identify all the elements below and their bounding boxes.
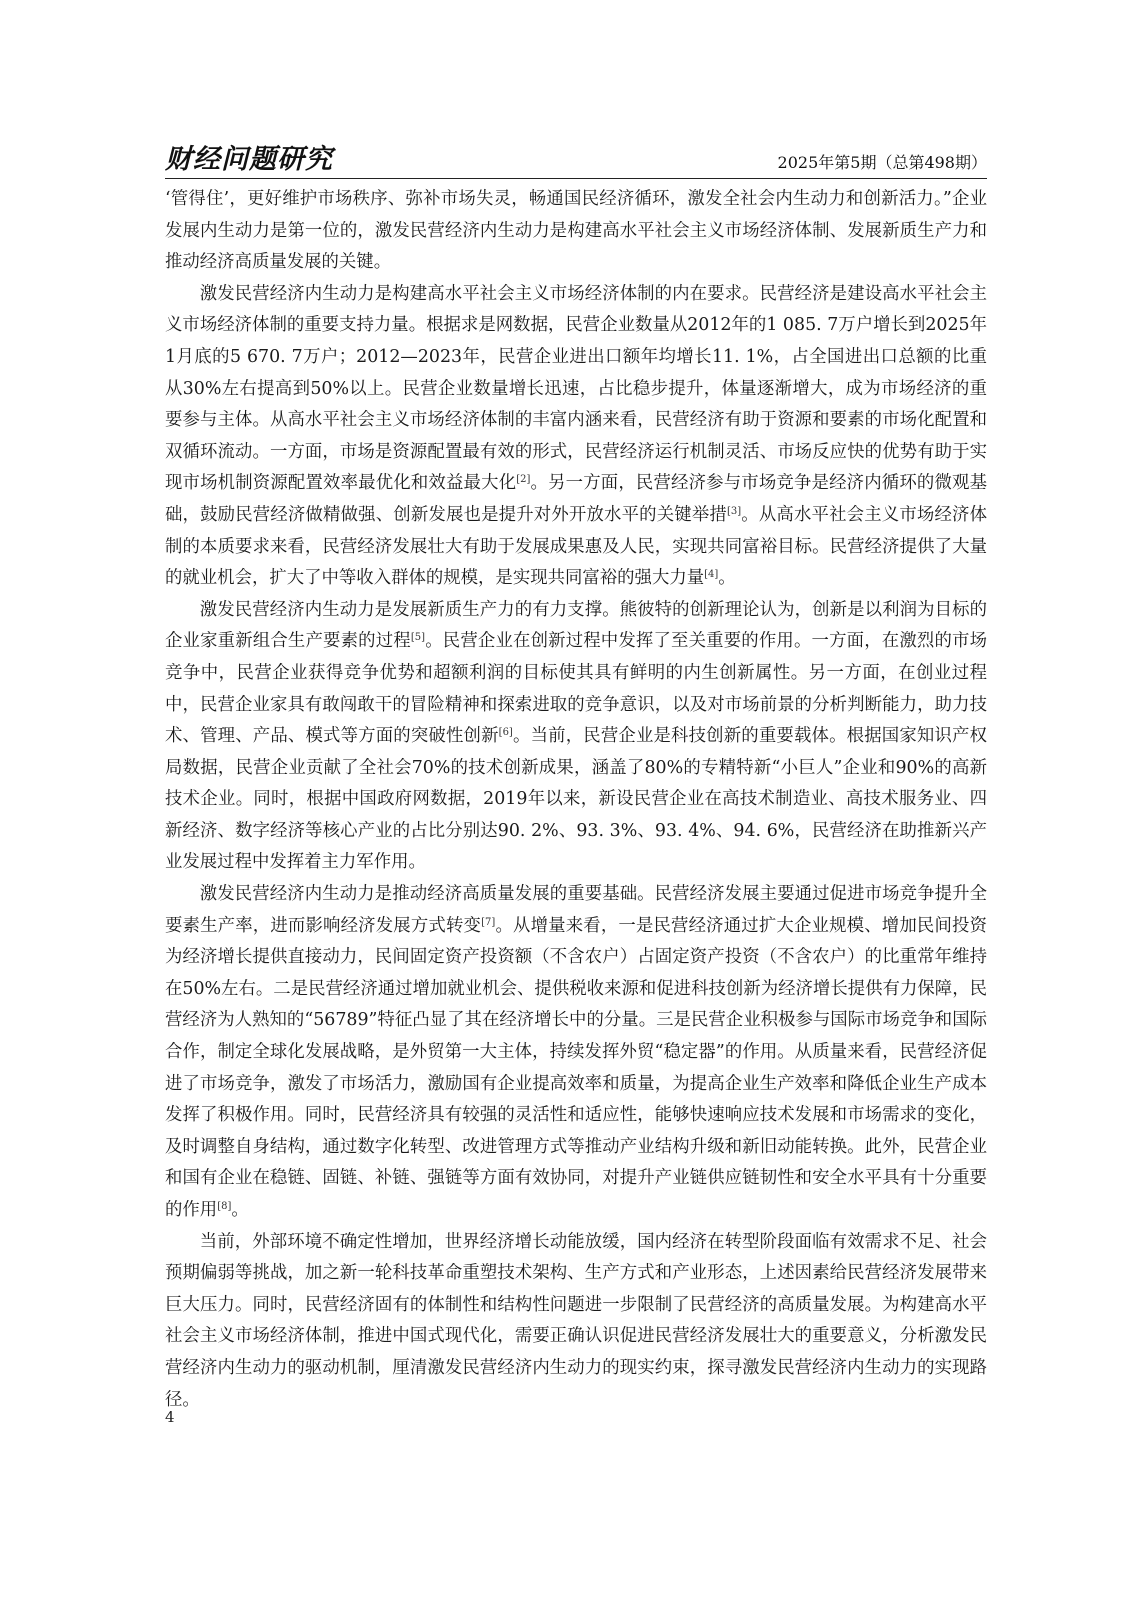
paragraph-text: 。民营企业在创新过程中发挥了至关重要的作用。一方面，在激烈的市场竞争中，民营企业获得竞争优势和超额利润的目标使其具有鲜明的内生创新属性。另一方面，在创业过程中，民营企业家具有敢闯敢干的冒险精神和探索进取的竞争意识，以及对市场前景的分析判断能力，助力技术、管理、产品、模式等方面的突破性创新 [165,631,987,747]
citation-ref: [4] [704,569,719,581]
paragraph-text: 激发民营经济内生动力是发展新质生产力的有力支撑。熊彼特的创新理论认为，创新是以利润为目标的企业家重新组合生产要素的过程 [165,599,987,652]
paragraph-text: 。从高水平社会主义市场经济体制的本质要求来看，民营经济发展壮大有助于发展成果惠及人民，实现共同富裕目标。民营经济提供了大量的就业机会，扩大了中等收入群体的规模，是实现共同富裕的强大力量 [165,504,987,589]
paragraph-text: 。另一方面，民营经济参与市场竞争是经济内循环的微观基础，鼓励民营经济做精做强、创新发展也是提升对外开放水平的关键举措 [165,473,987,525]
journal-logo: 财经问题研究 [165,144,333,175]
paragraph [165,1227,987,1417]
issue-info: 2025年第5期（总第498期） [777,153,987,172]
paragraph-text: ‘管得住’，更好维护市场秩序、弥补市场失灵，畅通国民经济循环，激发全社会内生动力和创新活力。”企业发展内生动力是第一位的，激发民营经济内生动力是构建高水平社会主义市场经济体制、发展新质生产力和推动经济高质量发展的关键。 [165,189,987,273]
citation-ref: [5] [410,632,426,644]
paragraph-text: 。 [718,568,736,589]
paragraph-text: 当前，外部环境不确定性增加，世界经济增长动能放缓，国内经济在转型阶段面临有效需求不足、社会预期偏弱等挑战，加之新一轮科技革命重塑技术架构、生产方式和产业形态，上述因素给民营经济发展带来巨大压力。同时，民营经济固有的体制性和结构性问题进一步限制了民营经济的高质量发展。为构建高水平社会主义市场经济体制，推进中国式现代化，需要正确认识促进民营经济发展壮大的重要意义，分析激发民营经济内生动力的驱动机制，厘清激发民营经济内生动力的现实约束，探寻激发民营经济内生动力的实现路径。 [165,1231,987,1410]
citation-ref: [3] [726,505,742,517]
running-header [165,136,987,176]
paragraph-text: 激发民营经济内生动力是推动经济高质量发展的重要基础。民营经济发展主要通过促进市场竞争提升全要素生产率，进而影响经济发展方式转变 [165,884,987,936]
citation-ref: [6] [498,727,513,739]
paragraph-text: 激发民营经济内生动力是构建高水平社会主义市场经济体制的内在要求。民营经济是建设高水平社会主义市场经济体制的重要支持力量。根据求是网数据，民营企业数量从2012年的1 085. 7万户增长到2025年1月底的5 670. 7万户；2012—2023年，民营企业进出口额年均增长11. 1%，占全国进出口总额的比重从30%左右提高到50%以上。民营企业数量增长迅速，占比稳步提升，体量逐渐增大，成为市场经济的重要参与主体。从高水平社会主义市场经济体制的丰富内涵来看，民营经济有助于资源和要素的市场化配置和双循环流动。一方面，市场是资源配置最有效的形式，民营经济运行机制灵活、市场反应快的优势有助于实现市场机制资源配置效率最优化和效益最大化 [165,283,987,494]
paragraph [165,279,987,595]
article-body [165,184,987,1416]
header-rule [165,178,987,179]
paragraph [165,184,987,279]
citation-ref: [8] [217,1201,232,1212]
paragraph-text: 。 [231,1200,249,1220]
paragraph-text: 。当前，民营企业是科技创新的重要载体。根据国家知识产权局数据，民营企业贡献了全社会70%的技术创新成果，涵盖了80%的专精特新“小巨人”企业和90%的高新技术企业。同时，根据中国政府网数据，2019年以来，新设民营企业在高技术制造业、高技术服务业、四新经济、数字经济等核心产业的占比分别达90. 2%、93. 3%、93. 4%、94. 6%，民营经济在助推新兴产业发展过程中发挥着主力军作用。 [165,726,987,873]
citation-ref: [7] [481,916,496,928]
citation-ref: [2] [516,474,531,486]
page-number: 4 [165,1408,175,1426]
paragraph [165,879,987,1227]
paragraph-text: 。从增量来看，一是民营经济通过扩大企业规模、增加民间投资为经济增长提供直接动力，民间固定资产投资额（不含农户）占固定资产投资（不含农户）的比重常年维持在50%左右。二是民营经济通过增加就业机会、提供税收来源和促进科技创新为经济增长提供有力保障，民营经济为人熟知的“56789”特征凸显了其在经济增长中的分量。三是民营企业积极参与国际市场竞争和国际合作，制定全球化发展战略，是外贸第一大主体，持续发挥外贸“稳定器”的作用。从质量来看，民营经济促进了市场竞争，激发了市场活力，激励国有企业提高效率和质量，为提高企业生产效率和降低企业生产成本发挥了积极作用。同时，民营经济具有较强的灵活性和适应性，能够快速响应技术发展和市场需求的变化，及时调整自身结构，通过数字化转型、改进管理方式等推动产业结构升级和新旧动能转换。此外，民营企业和国有企业在稳链、固链、补链、强链等方面有效协同，对提升产业链供应链韧性和安全水平具有十分重要的作用 [165,915,987,1220]
paragraph [165,595,987,879]
